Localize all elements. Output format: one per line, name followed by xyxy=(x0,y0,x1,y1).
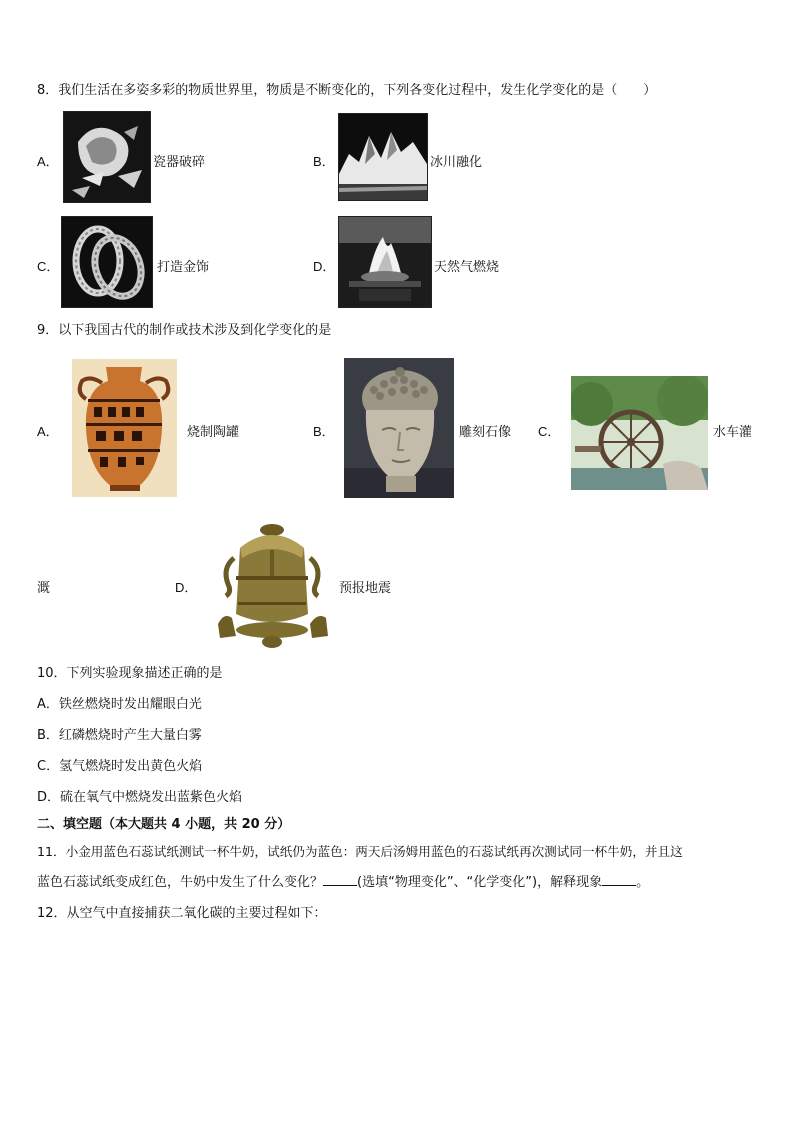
q8-option-c-caption: 打造金饰 xyxy=(157,259,210,274)
q9-option-c-caption-cont: 溉 xyxy=(37,580,51,595)
seismograph-image xyxy=(214,518,332,652)
section-heading: 二、填空题（本大题共 4 小题，共 20 分） xyxy=(37,817,291,832)
q11-line-2-part-b: (选填“物理变化”、“化学变化”)，解释现象 xyxy=(357,875,603,890)
q9-option-b-letter: B． xyxy=(313,424,335,439)
q9-option-d-caption: 预报地震 xyxy=(339,580,392,595)
q9-option-b-caption: 雕刻石像 xyxy=(459,424,512,439)
q12-stem: 12．从空气中直接捕获二氧化碳的主要过程如下： xyxy=(37,906,327,921)
gold-rings-image xyxy=(61,216,153,308)
q10-option-a: A．铁丝燃烧时发出耀眼白光 xyxy=(37,697,202,712)
q9-stem: 9．以下我国古代的制作或技术涉及到化学变化的是 xyxy=(37,323,332,338)
q9-option-a-letter: A． xyxy=(37,424,59,439)
q8-option-b-letter: B． xyxy=(313,154,335,169)
q9-option-c-caption: 水车灌 xyxy=(713,424,753,439)
q8-stem: 8．我们生活在多姿多彩的物质世界里，物质是不断变化的，下列各变化过程中，发生化学变化的是（ ） xyxy=(37,83,657,98)
q11-answer-blank-1[interactable] xyxy=(323,873,357,886)
gas-flame-image xyxy=(338,216,432,308)
q8-option-a-letter: A． xyxy=(37,154,59,169)
q8-option-b-caption: 冰川融化 xyxy=(430,154,483,169)
broken-porcelain-image xyxy=(63,111,151,203)
q9-option-d-letter: D． xyxy=(175,580,198,595)
q10-option-d: D．硫在氧气中燃烧发出蓝紫色火焰 xyxy=(37,790,243,805)
q11-answer-blank-2[interactable] xyxy=(602,873,636,886)
glacier-image xyxy=(338,113,428,201)
waterwheel-image xyxy=(571,376,708,490)
stone-statue-image xyxy=(344,358,454,498)
pottery-jar-image xyxy=(72,359,177,497)
q11-line-2-part-c: 。 xyxy=(636,875,650,890)
q10-option-c: C．氢气燃烧时发出黄色火焰 xyxy=(37,759,203,774)
q8-option-a-caption: 瓷器破碎 xyxy=(153,154,206,169)
q8-option-d-caption: 天然气燃烧 xyxy=(434,259,500,274)
q10-option-b: B．红磷燃烧时产生大量白雾 xyxy=(37,728,202,743)
q10-stem: 10．下列实验现象描述正确的是 xyxy=(37,666,223,681)
q11-line-2 xyxy=(37,873,649,892)
q8-option-d-letter: D． xyxy=(313,259,336,274)
q9-option-c-letter: C． xyxy=(538,424,561,439)
q9-option-a-caption: 烧制陶罐 xyxy=(187,424,240,439)
q11-line-1: 11．小金用蓝色石蕊试纸测试一杯牛奶，试纸仍为蓝色：两天后汤姆用蓝色的石蕊试纸再次测试同一杯牛奶，并且这 xyxy=(37,844,683,859)
q8-option-c-letter: C． xyxy=(37,259,60,274)
q11-line-2-part-a: 蓝色石蕊试纸变成红色，牛奶中发生了什么变化？ xyxy=(37,875,324,890)
